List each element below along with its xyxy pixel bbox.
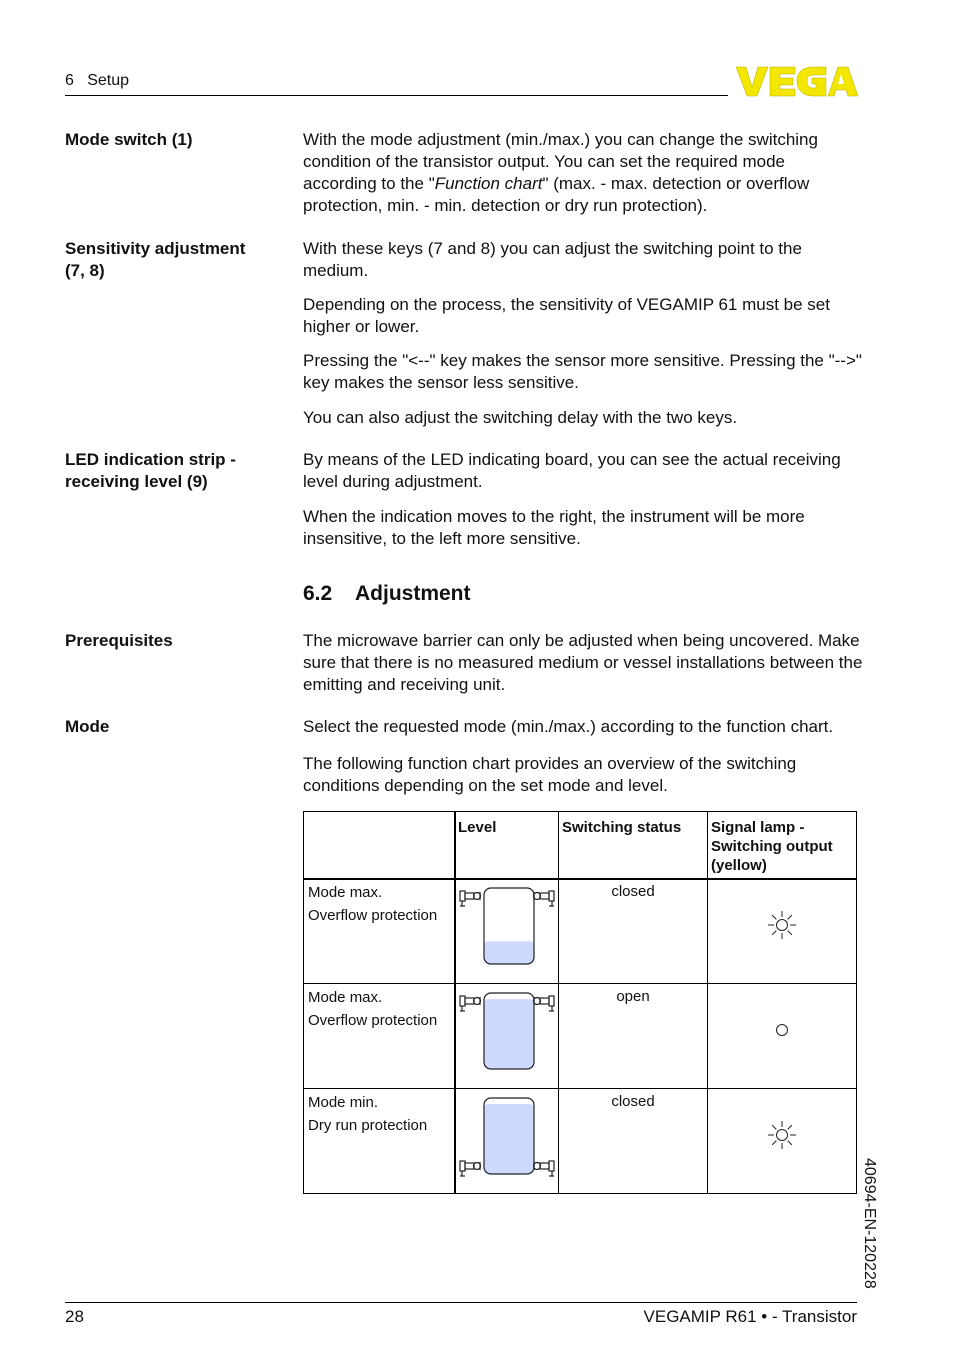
header-signal-lamp: Signal lamp - Switching output (yellow) (711, 819, 833, 874)
mode-switch-label: Mode switch (1) (65, 130, 193, 149)
row1-tank-icon (456, 880, 558, 983)
prerequisites-label: Prerequisites (65, 631, 173, 650)
row2-signal-lamp-icon (765, 1013, 799, 1047)
function-chart (303, 811, 857, 1194)
row1-signal-lamp-icon (765, 908, 799, 942)
row3-status: closed (611, 1093, 655, 1110)
mode-text-2: The following function chart provides an overview of the switching conditions depending on the set mode and level. (303, 754, 797, 795)
row2-status: open (616, 988, 650, 1005)
header-switching-status: Switching status (562, 819, 682, 836)
row1-mode: Mode max. Overflow protection (308, 884, 438, 924)
sensitivity-text-1: With these keys (7 and 8) you can adjust the switching point to the medium. (303, 239, 802, 280)
vega-logo (735, 64, 859, 98)
header-section: 6 Setup (65, 72, 130, 89)
led-strip-text-1: By means of the LED indicating board, you can see the actual receiving level during adjustment. (303, 450, 841, 491)
document-code: 40694-EN-120228 (861, 1158, 878, 1289)
sensitivity-text-3: Pressing the "<--" key makes the sensor more sensitive. Pressing the "-->" key makes the sensor less sensitive. (303, 351, 862, 392)
row3-signal-lamp-icon (765, 1118, 799, 1152)
header-level: Level (458, 819, 497, 836)
mode-label: Mode (65, 717, 110, 736)
row1-status: closed (611, 883, 655, 900)
page-number: 28 (65, 1307, 84, 1326)
row2-mode: Mode max. Overflow protection (308, 989, 438, 1029)
footer-rule (65, 1302, 857, 1303)
mode-text-1: Select the requested mode (min./max.) according to the function chart. (303, 717, 834, 736)
footer-title: VEGAMIP R61 • - Transistor (643, 1307, 857, 1326)
row3-mode: Mode min. Dry run protection (308, 1094, 428, 1134)
section-heading: 6.2 Adjustment (303, 582, 471, 605)
sensitivity-text-4: You can also adjust the switching delay with the two keys. (303, 408, 738, 427)
prerequisites-text: The microwave barrier can only be adjusted when being uncovered. Make sure that there is no measured medium or vessel installations between the emitting and receiving unit. (303, 631, 863, 694)
sensitivity-label: Sensitivity adjustment (7, 8) (65, 239, 246, 280)
led-strip-text-2: When the indication moves to the right, the instrument will be more insensitive, to the left more sensitive. (303, 507, 805, 548)
led-strip-label: LED indication strip - receiving level (9) (65, 450, 236, 491)
mode-switch-text: With the mode adjustment (min./max.) you can change the switching condition of the transistor output. You can set the required mode according to the "Function chart" (max. - max. detection or overflow protection, min. - min. detection or dry run protection). (303, 130, 818, 215)
row3-tank-icon (456, 1090, 558, 1193)
header-rule (65, 95, 728, 96)
row2-tank-icon (456, 985, 558, 1088)
sensitivity-text-2: Depending on the process, the sensitivity of VEGAMIP 61 must be set higher or lower. (303, 295, 830, 336)
